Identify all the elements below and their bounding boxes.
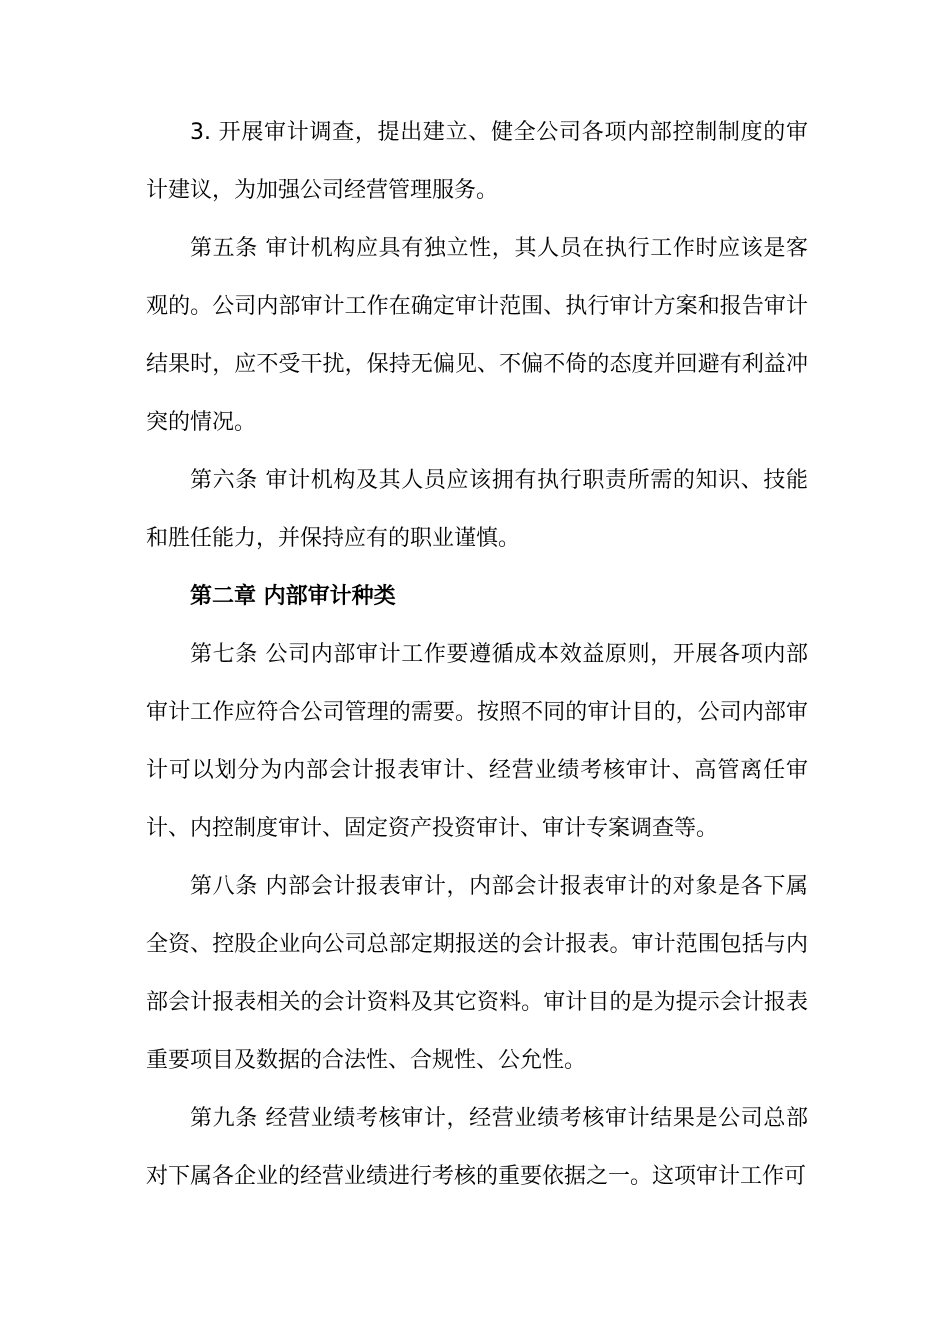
paragraph-article-7: 第七条 公司内部审计工作要遵循成本效益原则，开展各项内部审计工作应符合公司管理的需要。按照不同的审计目的，公司内部审计可以划分为内部会计报表审计、经营业绩考核审计、高管离任审计、内控制度审计、固定资产投资审计、审计专案调查等。: [146, 642, 808, 841]
paragraph-article-8: 第八条 内部会计报表审计，内部会计报表审计的对象是各下属全资、控股企业向公司总部定期报送的会计报表。审计范围包括与内部会计报表相关的会计资料及其它资料。审计目的是为提示会计报表重要项目及数据的合法性、合规性、公允性。: [146, 874, 808, 1073]
document-body: [146, 104, 808, 1206]
paragraph-article-5: 第五条 审计机构应具有独立性，其人员在执行工作时应该是客观的。公司内部审计工作在确定审计范围、执行审计方案和报告审计结果时，应不受干扰，保持无偏见、不偏不倚的态度并回避有利益冲突的情况。: [146, 236, 808, 435]
paragraph-article-6: 第六条 审计机构及其人员应该拥有执行职责所需的知识、技能和胜任能力，并保持应有的职业谨慎。: [146, 468, 808, 551]
paragraph-article-9: 第九条 经营业绩考核审计，经营业绩考核审计结果是公司总部对下属各企业的经营业绩进行考核的重要依据之一。这项审计工作可: [146, 1106, 808, 1189]
chapter-heading: 第二章 内部审计种类: [190, 584, 396, 609]
paragraph-item-3: 3. 开展审计调查，提出建立、健全公司各项内部控制制度的审计建议，为加强公司经营管理服务。: [146, 120, 808, 203]
